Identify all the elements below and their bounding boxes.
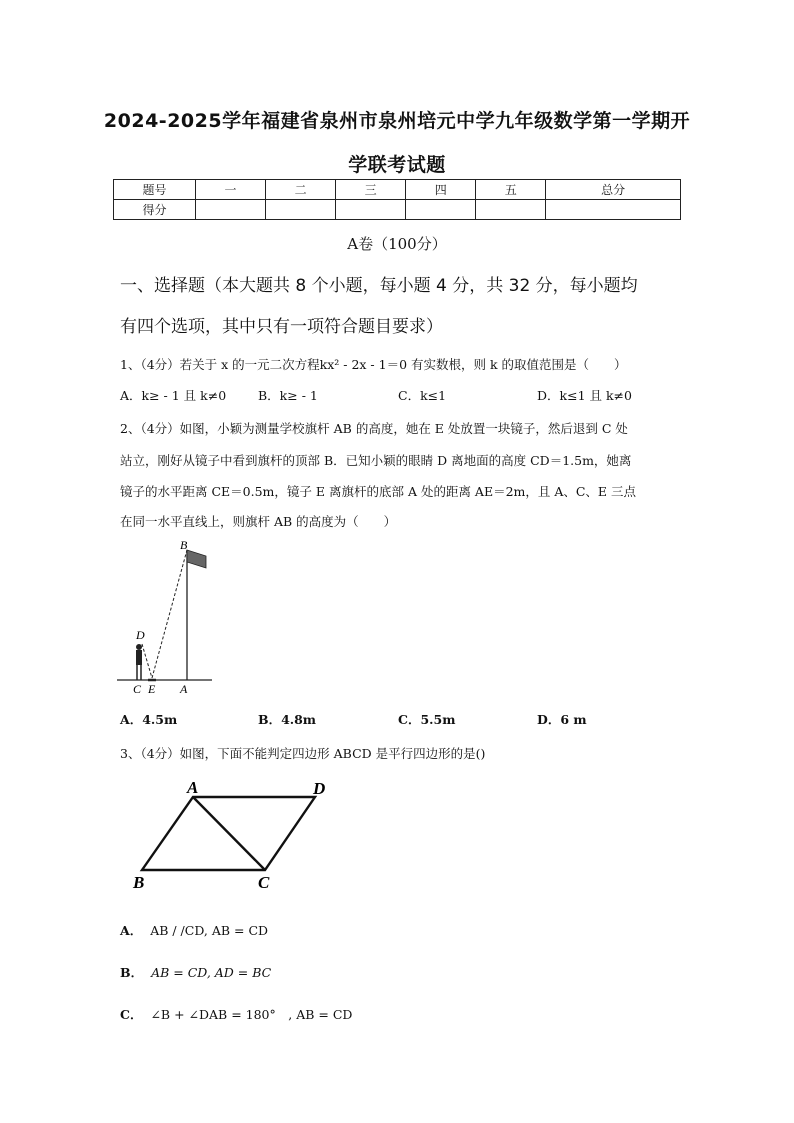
score-table-score-row — [114, 200, 681, 220]
title-line-2: 学联考试题 — [348, 154, 446, 176]
q3-option-c-expr: ∠B + ∠DAB = 180° , AB = CD — [150, 1007, 353, 1022]
label-b: B — [133, 873, 145, 892]
score-table — [113, 179, 681, 220]
sight-line — [142, 644, 152, 678]
title-line-1: 2024-2025学年福建省泉州市泉州培元中学九年级数学第一学期开 — [103, 110, 691, 132]
q2-text-line-1: 2、（4分）如图，小颖为测量学校旗杆 AB 的高度，她在 E 处放置一块镜子，然后退到 C 处 — [120, 421, 628, 436]
q3-option-b-letter: B． — [120, 965, 144, 980]
q2-text-line-3: 镜子的水平距离 CE＝0.5m，镜子 E 离旗杆的底部 A 处的距离 AE＝2m，且 A、C、E 三点 — [120, 484, 637, 499]
score-cell — [336, 200, 406, 220]
label-d: D — [136, 628, 145, 642]
q2-flagpole-figure — [112, 536, 222, 698]
section-a-heading: A卷（100分） — [347, 235, 447, 253]
q2-text-line-4: 在同一水平直线上，则旗杆 AB 的高度为（ ） — [120, 514, 397, 529]
label-b: B — [180, 538, 188, 552]
q2-option-a: A．4.5m — [120, 712, 178, 727]
q3-option-a — [120, 921, 268, 939]
score-cell — [406, 200, 476, 220]
q3-option-a-letter: A． — [120, 923, 143, 938]
person-body — [136, 650, 142, 665]
q2-option-d: D．6 m — [537, 712, 587, 727]
score-cell — [196, 200, 266, 220]
label-c: C — [258, 873, 270, 892]
q3-option-b-expr: AB = CD, AD = BC — [151, 965, 272, 980]
label-a: A — [180, 682, 188, 696]
score-table-header-row — [114, 180, 681, 200]
q1-option-c: C．k≤1 — [398, 388, 447, 403]
label-c: C — [133, 682, 142, 696]
score-header-cell: 一 — [196, 180, 266, 200]
label-a: A — [187, 778, 199, 797]
q2-option-c: C．5.5m — [398, 712, 456, 727]
score-cell — [546, 200, 681, 220]
person-head — [136, 644, 142, 650]
score-row-label: 得分 — [114, 200, 196, 220]
score-header-cell: 三 — [336, 180, 406, 200]
q2-option-b: B．4.8m — [258, 712, 317, 727]
reflection-line — [152, 550, 187, 678]
diagonal-ac — [193, 797, 265, 870]
score-header-cell: 总分 — [546, 180, 681, 200]
score-cell — [266, 200, 336, 220]
flag — [187, 550, 206, 568]
q3-option-b — [120, 963, 271, 981]
label-e: E — [148, 682, 156, 696]
label-d: D — [313, 779, 326, 798]
q3-parallelogram-figure — [125, 775, 340, 895]
score-cell — [476, 200, 546, 220]
score-header-cell: 题号 — [114, 180, 196, 200]
q3-text: 3、（4分）如图，下面不能判定四边形 ABCD 是平行四边形的是() — [120, 746, 486, 761]
part1-heading-line-1: 一、选择题（本大题共 8 个小题，每小题 4 分，共 32 分，每小题均 — [120, 276, 638, 296]
q2-text-line-2: 站立，刚好从镜子中看到旗杆的顶部 B．已知小颖的眼睛 D 离地面的高度 CD＝1.5m，她离 — [120, 453, 632, 468]
q1-option-a: A．k≥ - 1 且 k≠0 — [120, 388, 227, 403]
q3-option-c-letter: C． — [120, 1007, 143, 1022]
score-header-cell: 五 — [476, 180, 546, 200]
q1-text: 1、（4分）若关于 x 的一元二次方程kx² - 2x - 1＝0 有实数根，则 k 的取值范围是（ ） — [120, 357, 627, 372]
q3-option-c — [120, 1005, 352, 1023]
q1-option-d: D．k≤1 且 k≠0 — [537, 388, 632, 403]
part1-heading-line-2: 有四个选项，其中只有一项符合题目要求） — [120, 317, 443, 337]
q1-option-b: B．k≥ - 1 — [258, 388, 318, 403]
q3-option-a-expr: AB / /CD, AB = CD — [150, 923, 269, 938]
score-header-cell: 四 — [406, 180, 476, 200]
score-header-cell: 二 — [266, 180, 336, 200]
